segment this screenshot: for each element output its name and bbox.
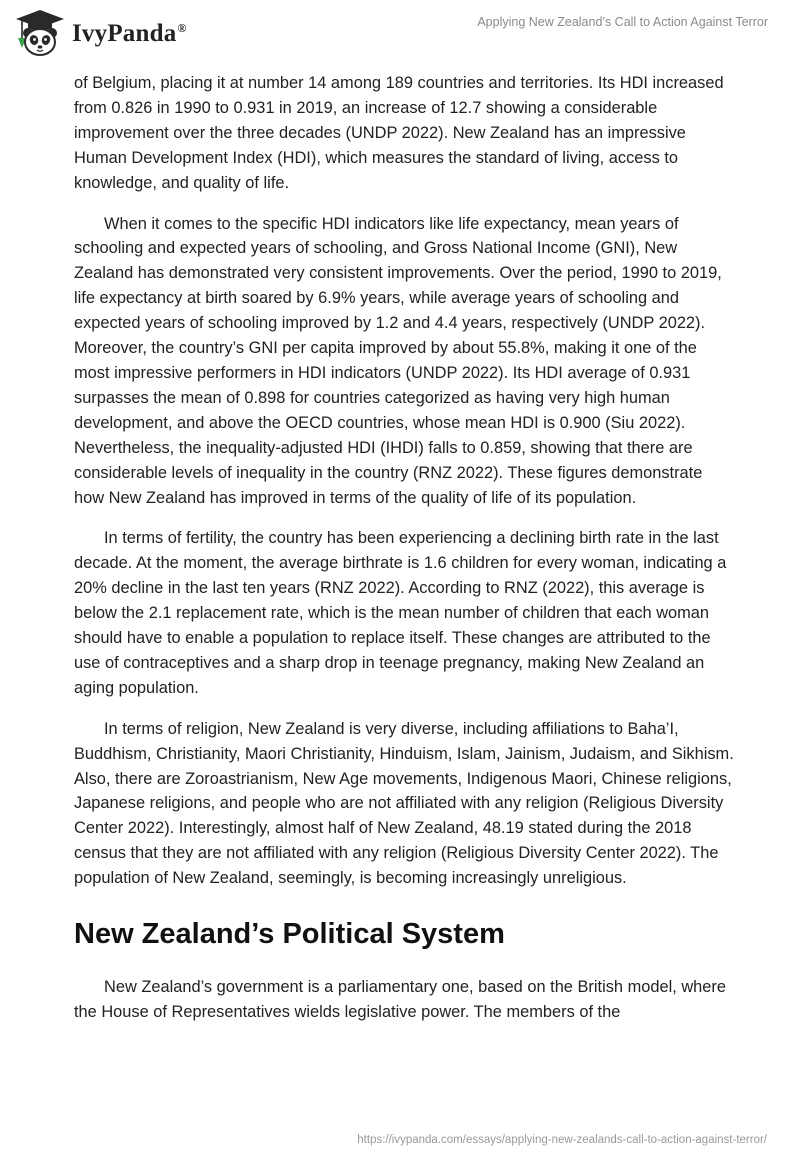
paragraph: New Zealand’s government is a parliamentary one, based on the British model, where the House of Representatives wields legislative power. The members of the — [74, 978, 726, 1021]
site-logo[interactable] — [14, 8, 187, 58]
running-title: Applying New Zealand’s Call to Action Against Terror — [477, 15, 768, 29]
brand-name: IvyPanda® — [72, 20, 187, 47]
source-url[interactable]: https://ivypanda.com/essays/applying-new-zealands-call-to-action-against-terror/ — [357, 1134, 767, 1146]
paragraph: When it comes to the specific HDI indicators like life expectancy, mean years of schooling and expected years of schooling, and Gross National Income (GNI), New Zealand has demonstrated very consistent improvements. Over the period, 1990 to 2019, life expectancy at birth soared by 6.9% years, while average years of schooling and expected years of schooling improved by 1.2 and 4.4 years, respectively (UNDP 2022). Moreover, the country’s GNI per capita improved by about 55.8%, making it one of the most impressive performers in HDI indicators (UNDP 2022). Its HDI average of 0.931 surpasses the mean of 0.898 for countries categorized as having very high human development, and above the OECD countries, whose mean HDI is 0.900 (Siu 2022). Nevertheless, the inequality-adjusted HDI (IHDI) falls to 0.859, showing that there are considerable levels of inequality in the country (RNZ 2022). These figures demonstrate how New Zealand has improved in terms of the quality of life of its population. — [74, 214, 722, 507]
panda-graduate-icon — [14, 8, 66, 58]
essay-body — [74, 71, 734, 1041]
section-heading: New Zealand’s Political System — [74, 918, 505, 951]
paragraph: of Belgium, placing it at number 14 among 189 countries and territories. Its HDI increased from 0.826 in 1990 to 0.931 in 2019, an increase of 12.7 showing a considerable improvement over the three decades (UNDP 2022). New Zealand has an impressive Human Development Index (HDI), which measures the standard of living, access to knowledge, and quality of life. — [74, 74, 724, 192]
paragraph: In terms of fertility, the country has been experiencing a declining birth rate in the last decade. At the moment, the average birthrate is 1.6 children for every woman, indicating a 20% decline in the last ten years (RNZ 2022). According to RNZ (2022), this average is below the 2.1 replacement rate, which is the mean number of children that each woman should have to enable a population to replace itself. These changes are attributed to the use of contraceptives and a sharp drop in teenage pregnancy, making New Zealand an aging population. — [74, 529, 727, 697]
paragraph: In terms of religion, New Zealand is very diverse, including affiliations to Baha’I, Buddhism, Christianity, Maori Christianity, Hinduism, Islam, Jainism, Judaism, and Sikhism. Also, there are Zoroastrianism, New Age movements, Indigenous Maori, Chinese religions, Japanese religions, and people who are not affiliated with any religion (Religious Diversity Center 2022). Interestingly, almost half of New Zealand, 48.19 stated during the 2018 census that they are not affiliated with any religion (Religious Diversity Center 2022). The population of New Zealand, seemingly, is becoming increasingly unreligious. — [74, 719, 734, 888]
registered-mark: ® — [177, 20, 187, 35]
